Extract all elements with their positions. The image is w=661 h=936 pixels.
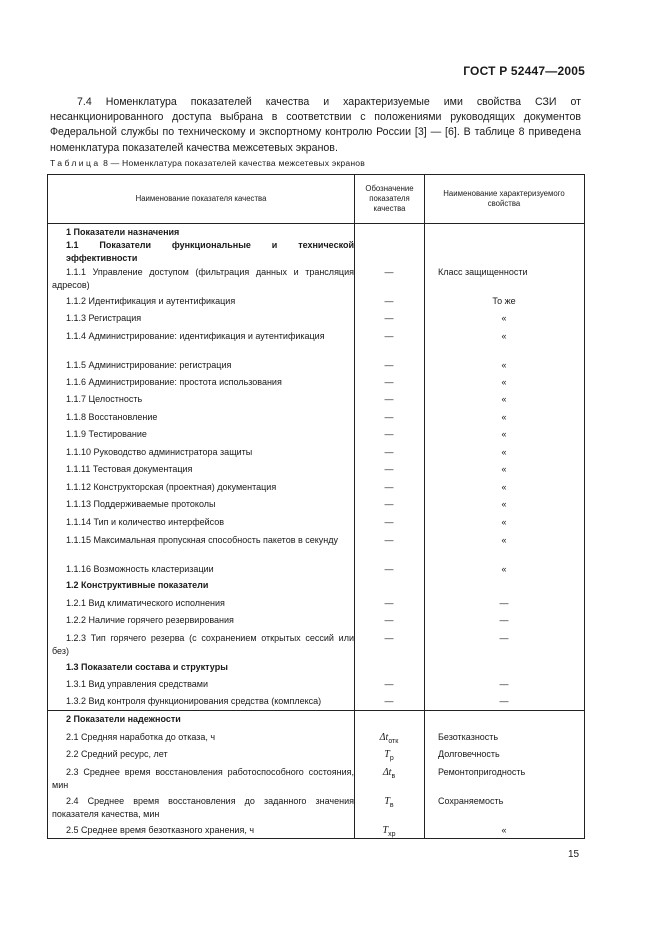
row-name: 1.2 Конструктивные показатели [66,580,209,590]
row-symbol: — [384,482,394,492]
row-name: 1.1.16 Возможность кластеризации [66,564,214,574]
row-property: « [501,377,507,387]
column-header-name: Наименование показателя качества [135,193,267,203]
row-name: 1.3.2 Вид контроля функционирования средства (комплекса) [66,696,322,706]
symbol-subscript: в [389,801,394,809]
symbol-subscript: р [389,754,394,762]
row-property: То же [492,296,516,306]
row-symbol: — [384,598,394,608]
row-name: 1.2.3 Тип горячего резерва (с сохранением открытых сессий или без) [52,633,354,656]
row-property: « [501,499,507,509]
symbol-main: T [384,749,390,760]
row-property: « [501,331,507,341]
symbol-main: Δt [382,767,392,778]
row-symbol [354,824,424,841]
intro-text: 7.4 Номенклатура показателей качества и характеризуемые ими свойства СЗИ от несанкционированного доступа выбрана в соответствии с положениями руководящих документов Федеральной службы по техническому и экспортному контролю России [3] — [6]. В таблице 8 приведена номенклатура показателей качества межсетевых экранов. [50,96,581,154]
row-symbol [354,766,424,783]
table-caption [50,158,365,168]
row-symbol: — [384,377,394,387]
row-property: Долговечность [438,749,500,759]
row-symbol: — [384,429,394,439]
quality-indicators-table [47,174,585,839]
row-property: « [501,429,507,439]
row-name: 1.1.15 Максимальная пропускная способность пакетов в секунду [66,535,339,545]
intro-paragraph [50,95,581,156]
row-symbol [354,795,424,812]
row-name: 2.3 Среднее время восстановления работоспособного состояния, мин [52,767,354,790]
row-property: « [501,412,507,422]
row-property: — [499,696,509,706]
row-property: « [501,564,507,574]
symbol-main: T [382,825,389,836]
row-name: 1.1.3 Регистрация [66,313,142,323]
row-name: 2.5 Среднее время безотказного хранения, ч [66,825,255,835]
row-name: 1.1.1 Управление доступом (фильтрация данных и трансляция адресов) [52,267,354,290]
column-header-symbol [355,175,424,223]
row-property: Сохраняемость [438,796,504,806]
row-symbol: — [384,633,394,643]
row-symbol [354,748,424,765]
page-number: 15 [568,849,580,860]
row-property: « [501,464,507,474]
row-property: « [501,313,507,323]
row-property: Безотказность [438,732,499,742]
row-name: 1.1.9 Тестирование [66,429,147,439]
row-property: — [499,615,509,625]
row-symbol: — [384,499,394,509]
row-property: « [501,535,507,545]
row-name: 1.3 Показатели состава и структуры [66,662,228,672]
row-name: 2.1 Средняя наработка до отказа, ч [66,732,216,742]
row-name: 1.2.1 Вид климатического исполнения [66,598,225,608]
row-name: 1.1.12 Конструкторская (проектная) документация [66,482,277,492]
row-name: 1.1.13 Поддерживаемые протоколы [66,499,216,509]
table-caption-text: 8 — Номенклатура показателей качества межсетевых экранов [103,158,366,168]
row-property: — [499,633,509,643]
row-name: 1.1.7 Целостность [66,394,143,404]
row-symbol: — [384,564,394,574]
row-property: « [501,517,507,527]
row-symbol: — [384,679,394,689]
column-header-property-text: Наименование характеризуемого свойства [443,188,565,208]
table-caption-prefix: Таблица [50,158,101,168]
section-divider [48,710,584,711]
row-symbol: — [384,412,394,422]
symbol-main: Δt [379,732,389,743]
symbol-subscript: отк [388,737,399,745]
row-symbol: — [384,615,394,625]
row-name: 1.1.11 Тестовая документация [66,464,193,474]
row-property: « [501,482,507,492]
row-property: « [501,825,507,835]
symbol-subscript: хр [388,830,396,838]
row-symbol: — [384,517,394,527]
row-name: 1.1 Показатели функциональные и технической эффективности [66,240,354,263]
row-name: 1.1.10 Руководство администратора защиты [66,447,253,457]
row-name: 1.1.6 Администрирование: простота использования [66,377,282,387]
row-property: Ремонтопригодность [438,767,526,777]
row-name: 1.1.5 Администрирование: регистрация [66,360,232,370]
column-header-symbol-text: Обозначение показателя качества [365,183,414,214]
row-symbol: — [384,267,394,277]
row-symbol: — [384,696,394,706]
row-symbol: — [384,313,394,323]
row-name: 1.1.8 Восстановление [66,412,158,422]
row-symbol: — [384,331,394,341]
row-name: 2 Показатели надежности [66,714,181,724]
row-symbol: — [384,535,394,545]
row-symbol [354,731,424,748]
row-property: « [501,360,507,370]
row-property: — [499,679,509,689]
document-standard-number: ГОСТ Р 52447—2005 [463,64,585,78]
row-property: « [501,394,507,404]
row-name: 1.3.1 Вид управления средствами [66,679,208,689]
symbol-subscript: в [391,772,396,780]
row-name: 2.4 Среднее время восстановления до заданного значения показателя качества, мин [52,796,354,819]
row-name: 1 Показатели назначения [66,227,180,237]
row-symbol: — [384,394,394,404]
symbol-main: T [384,796,390,807]
row-name: 1.1.4 Администрирование: идентификация и аутентификация [66,331,325,341]
header-divider [48,223,584,224]
row-symbol: — [384,464,394,474]
row-symbol: — [384,447,394,457]
row-symbol: — [384,360,394,370]
row-name: 1.1.2 Идентификация и аутентификация [66,296,236,306]
column-header-property [438,175,570,223]
row-name: 1.1.14 Тип и количество интерфейсов [66,517,225,527]
row-name: 1.2.2 Наличие горячего резервирования [66,615,234,625]
row-property: « [501,447,507,457]
row-property: Класс защищенности [438,267,528,277]
row-property: — [499,598,509,608]
row-symbol: — [384,296,394,306]
row-name: 2.2 Средний ресурс, лет [66,749,168,759]
